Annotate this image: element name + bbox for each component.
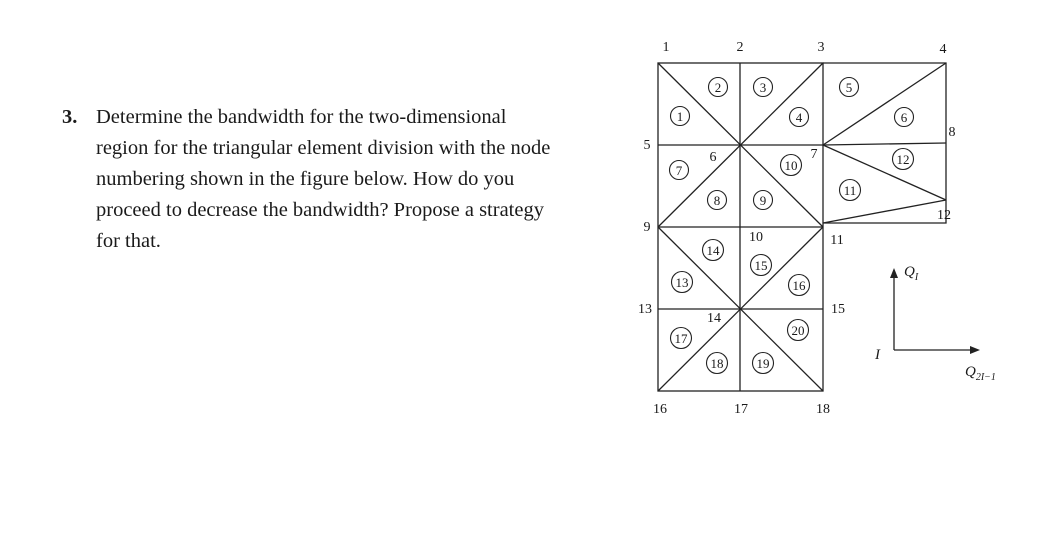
axis-label-vertical: $Q_I$ xyxy=(904,264,919,283)
element-label: 6 xyxy=(900,110,908,125)
node-label: 4 xyxy=(939,42,947,57)
element-label: 7 xyxy=(675,163,683,178)
node-labels xyxy=(638,40,956,417)
axes-sketch xyxy=(874,264,996,383)
problem-line-5: for that. xyxy=(96,230,161,252)
node-label: 6 xyxy=(709,150,717,165)
element-label: 2 xyxy=(714,80,722,95)
mesh-line-7-4 xyxy=(823,63,946,145)
element-label: 12 xyxy=(896,152,910,167)
node-label: 16 xyxy=(653,402,667,417)
element-label: 19 xyxy=(756,356,770,371)
node-label: 11 xyxy=(830,233,844,248)
node-label: 12 xyxy=(937,208,951,223)
element-labels xyxy=(670,78,914,374)
element-label: 15 xyxy=(754,258,768,273)
element-marker xyxy=(753,353,774,374)
element-marker xyxy=(709,78,728,97)
element-marker xyxy=(671,328,692,349)
problem-line-2: region for the triangular element division with the node xyxy=(96,137,551,159)
element-marker xyxy=(703,240,724,261)
element-marker xyxy=(670,161,689,180)
element-marker xyxy=(751,255,772,276)
vertical-axis-arrowhead xyxy=(890,268,898,278)
axis-label-horizontal: $Q_{2I-1}$ xyxy=(965,364,996,383)
problem-line-3: numbering shown in the figure below. How do you xyxy=(96,168,515,190)
element-label: 5 xyxy=(845,80,853,95)
element-label: 4 xyxy=(795,110,803,125)
node-label: 2 xyxy=(736,40,744,55)
element-label: 10 xyxy=(784,158,798,173)
node-label: 10 xyxy=(749,230,763,245)
axis-origin-label: I xyxy=(875,347,880,363)
node-label: 8 xyxy=(948,125,956,140)
element-marker xyxy=(790,108,809,127)
element-label: 8 xyxy=(713,193,721,208)
element-label: 20 xyxy=(791,323,805,338)
element-label: 17 xyxy=(674,331,688,346)
element-label: 1 xyxy=(676,109,684,124)
node-label: 3 xyxy=(817,40,825,55)
problem-line-4: proceed to decrease the bandwidth? Propose a strategy xyxy=(96,199,544,221)
mesh-line-7-8 xyxy=(823,143,946,145)
element-label: 14 xyxy=(706,243,720,258)
horizontal-axis-arrowhead xyxy=(970,346,980,354)
node-label: 1 xyxy=(662,40,670,55)
node-label: 15 xyxy=(831,302,845,317)
element-marker xyxy=(781,155,802,176)
element-label: 3 xyxy=(759,80,767,95)
element-marker xyxy=(708,191,727,210)
node-label: 18 xyxy=(816,402,830,417)
element-marker xyxy=(671,107,690,126)
element-label: 18 xyxy=(710,356,724,371)
element-marker xyxy=(895,108,914,127)
element-marker xyxy=(840,180,861,201)
node-label: 13 xyxy=(638,302,652,317)
element-label: 11 xyxy=(843,183,857,198)
mesh-line-11-12 xyxy=(823,200,946,223)
node-label: 7 xyxy=(810,147,818,162)
element-marker xyxy=(893,149,914,170)
element-label: 9 xyxy=(759,193,767,208)
element-marker xyxy=(754,191,773,210)
node-label: 17 xyxy=(734,402,748,417)
problem-line-1: Determine the bandwidth for the two-dimensional xyxy=(96,106,507,128)
element-marker xyxy=(707,353,728,374)
element-label: 16 xyxy=(792,278,806,293)
element-label: 13 xyxy=(675,275,689,290)
problem-number: 3. xyxy=(62,106,78,128)
element-marker xyxy=(754,78,773,97)
element-marker xyxy=(788,320,809,341)
node-label: 9 xyxy=(643,220,651,235)
element-marker xyxy=(672,272,693,293)
node-label: 14 xyxy=(707,311,721,326)
element-marker xyxy=(840,78,859,97)
element-marker xyxy=(789,275,810,296)
node-label: 5 xyxy=(643,138,651,153)
